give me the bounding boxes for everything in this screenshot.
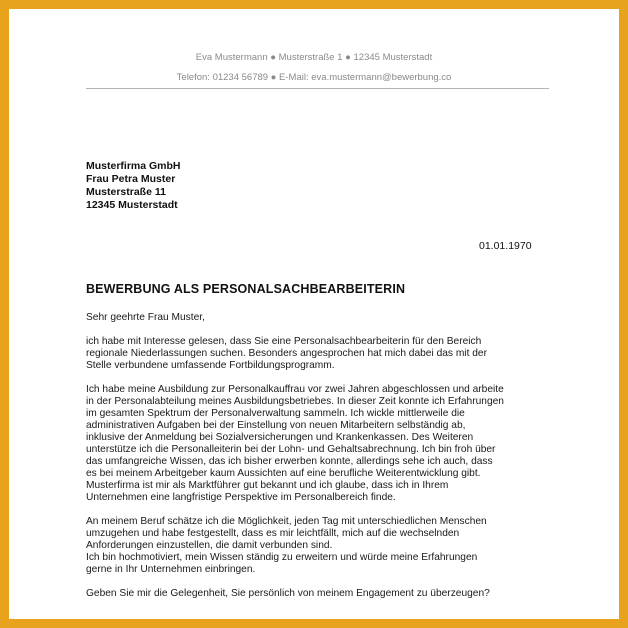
paragraph-line: Unternehmen eine langfristige Perspektive im Personalbereich finde. (86, 492, 396, 503)
paragraph-line: in der Personalabteilung meines Ausbildungsbetriebes. In dieser Zeit konnte ich Erfahrungen (86, 396, 504, 407)
sender-header (9, 48, 619, 88)
recipient-name: Frau Petra Muster (86, 173, 176, 185)
paragraph-line: administrativen Aufgaben bei der Einstellung von neuen Mitarbeitern selbständig ab, (86, 420, 466, 431)
paragraph (86, 516, 556, 576)
paragraph (86, 336, 556, 372)
paragraph (86, 384, 556, 504)
paragraph-line: gerne in Ihr Unternehmen einbringen. (86, 564, 256, 575)
sender-contact: Telefon: 01234 56789 ● E-Mail: eva.mustermann@bewerbung.co (176, 72, 452, 83)
paragraph-line: Stelle verbundene umfassende Fortbildungsprogramm. (86, 360, 335, 371)
paragraph-line: Ich habe meine Ausbildung zur Personalkauffrau vor zwei Jahren abgeschlossen und arbeite (86, 384, 504, 395)
recipient-city: 12345 Musterstadt (86, 199, 178, 211)
paragraph-line: das umfangreiche Wissen, das ich bisher erwerben konnte, allerdings sehe ich auch, dass (86, 456, 493, 467)
paragraph-line: An meinem Beruf schätze ich die Möglichkeit, jeden Tag mit unterschiedlichen Menschen (86, 516, 487, 527)
recipient-address (86, 160, 181, 212)
paragraph-line: es bei meinem Arbeitgeber kaum Aussichten auf eine berufliche Weiterentwicklung gibt. (86, 468, 481, 479)
header-divider (86, 88, 549, 89)
paragraph (86, 588, 556, 600)
paragraph-line: Musterfirma ist mir als Marktführer gut bekannt und ich glaube, dass ich in Ihrem (86, 480, 449, 491)
paragraph-line: Ich bin hochmotiviert, mein Wissen ständig zu erweitern und würde meine Erfahrungen (86, 552, 478, 563)
paragraph-line: ich habe mit Interesse gelesen, dass Sie eine Personalsachbearbeiterin für den Bereich (86, 336, 482, 347)
paragraph-line: im gesamten Spektrum der Personalverwaltung sammeln. Ich wickle mittlerweile die (86, 408, 465, 419)
letter-body (86, 312, 556, 612)
recipient-street: Musterstraße 11 (86, 186, 166, 198)
letter-subject: BEWERBUNG ALS PERSONALSACHBEARBEITERIN (86, 282, 406, 296)
sender-address: Eva Mustermann ● Musterstraße 1 ● 12345 Musterstadt (195, 52, 433, 63)
paragraph-line: regionale Niederlassungen suchen. Besonders angesprochen hat mich dabei das mit der (86, 348, 487, 359)
paragraph-line: unterstütze ich die Personalleiterin bei der Lohn- und Gehaltsabrechnung. Ich bin froh über (86, 444, 496, 455)
letter-date: 01.01.1970 (479, 240, 532, 252)
paragraph-line: Anforderungen einzustellen, die damit verbunden sind. (86, 540, 333, 551)
paragraph-line: umzugehen und habe festgestellt, dass es mir leichtfällt, mich auf die wechselnden (86, 528, 460, 539)
recipient-company: Musterfirma GmbH (86, 160, 181, 172)
salutation: Sehr geehrte Frau Muster, (86, 312, 205, 323)
paragraph-line: inklusive der Anmeldung bei Sozialversicherungen und Krankenkassen. Des Weiteren (86, 432, 474, 443)
paragraph-line: Geben Sie mir die Gelegenheit, Sie persönlich von meinem Engagement zu überzeugen? (86, 588, 490, 599)
letter-page (9, 9, 619, 619)
